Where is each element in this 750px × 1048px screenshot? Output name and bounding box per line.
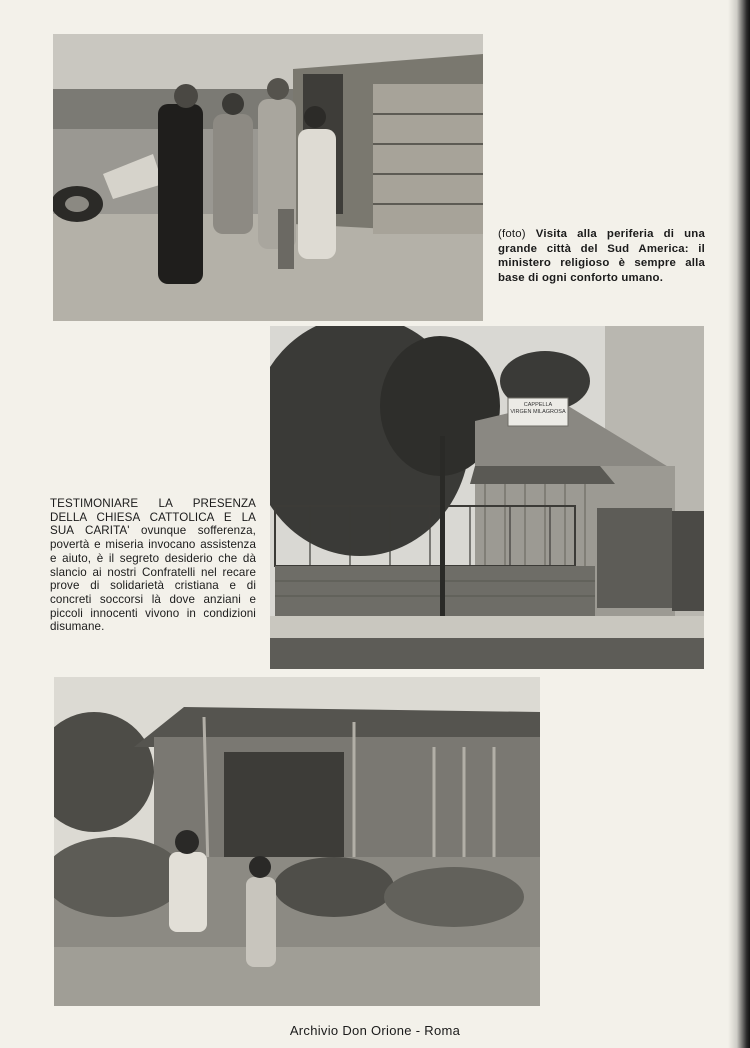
page-binding-shadow — [728, 0, 750, 1048]
archive-footer: Archivio Don Orione - Roma — [289, 1023, 461, 1038]
chapel-sign — [507, 402, 569, 416]
photo-chapel — [270, 326, 704, 669]
chapel-sign-line2: VIRGEN MILAGROSA — [510, 409, 566, 415]
caption-lead: (foto) — [498, 228, 526, 240]
photo-caption — [498, 227, 705, 285]
chapel-sign-line1: CAPPELLA — [523, 402, 553, 408]
photo-priest-visit — [53, 34, 483, 321]
caption-text: Visita alla periferia di una grande città del Sud America: il ministero religioso è sempre alla base di ogni conforto umano. — [498, 228, 705, 284]
body-paragraph: TESTIMONIARE LA PRESENZA DELLA CHIESA CATTOLICA E LA SUA CARITA' ovunque sofferenza, povertà e miseria invocano assistenza e aiuto, è il segreto desiderio che dà slancio ai nostri Confratelli nel recare prove di solidarietà cristiana e di concreti soccorsi là dove anziani e piccoli innocenti vivono in condizioni disumane. — [50, 497, 256, 634]
photo-children-shack — [54, 677, 540, 1006]
